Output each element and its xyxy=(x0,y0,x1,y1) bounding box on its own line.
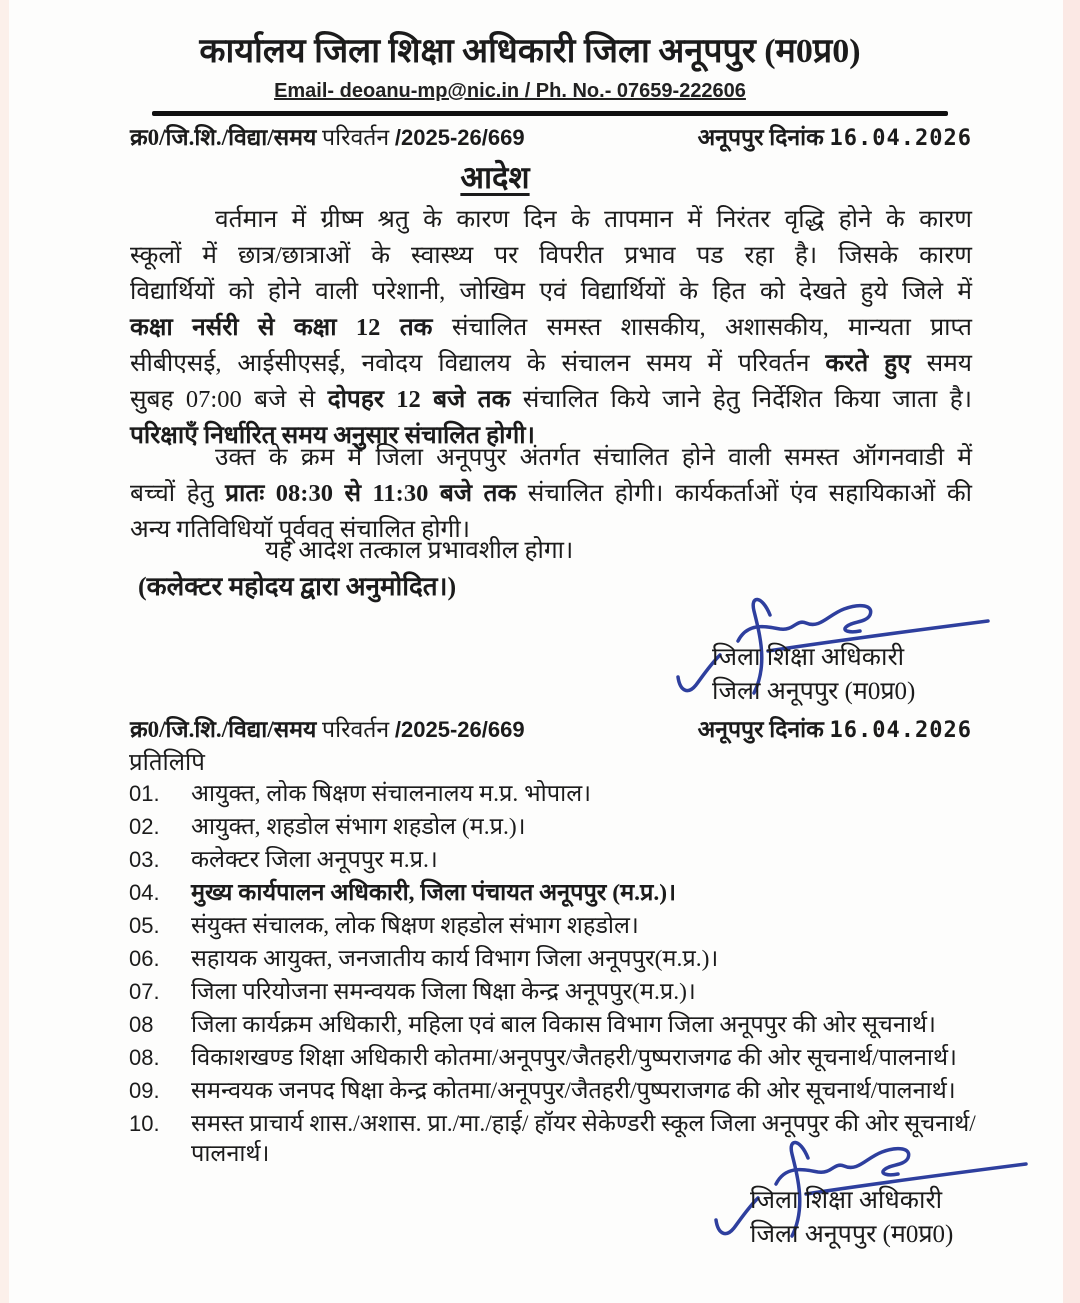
body-text-segment: सीबीएसई, आईसीएसई, नवोदय विद्यालय के संचालन समय में परिवर्तन xyxy=(130,350,826,377)
body-text-segment: उक्त के क्रम में जिला अनूपपुर अंतर्गत संचालित होने वाली समस्त ऑगनवाडी में xyxy=(215,444,972,471)
body-text-segment: अन्य गतिविधियॉ पूर्ववत संचालित होगी। xyxy=(130,516,470,543)
body-line xyxy=(130,382,972,418)
copy-item-text: कलेक्टर जिला अनूपपुर म.प्र.। xyxy=(191,847,438,873)
reference-line-top xyxy=(130,120,972,152)
body-text-segment: दोपहर 12 बजे तक xyxy=(327,386,511,413)
copy-item-number: 05. xyxy=(129,913,160,938)
copy-item-text: जिला कार्यक्रम अधिकारी, महिला एवं बाल विकास विभाग जिला अनूपपुर की ओर सूचनार्थ। xyxy=(191,1012,936,1038)
signatory-text xyxy=(712,641,915,709)
copy-item-number: 06. xyxy=(129,946,160,971)
signatory-office: जिला अनूपपुर (म0प्र0) xyxy=(750,1221,954,1248)
reference-number: क्र0/जि.शि./विद्या/समय परिवर्तन /2025-26/669 xyxy=(130,125,525,150)
signature-block-top xyxy=(650,585,1010,775)
body-text-segment: कक्षा नर्सरी से कक्षा 12 तक xyxy=(130,314,433,341)
body-text-segment: समय xyxy=(910,350,972,377)
copy-item-number: 07. xyxy=(129,979,160,1004)
body-line xyxy=(130,476,972,512)
copy-item-number: 08. xyxy=(129,1045,160,1070)
body-text-segment: सुबह 07:00 बजे से xyxy=(130,386,328,413)
copy-item-number: 01. xyxy=(129,781,160,806)
copy-list-item xyxy=(129,845,977,875)
copy-list-item xyxy=(129,1043,977,1073)
body-text-segment: बच्चों हेतु xyxy=(130,480,226,507)
order-heading: आदेश xyxy=(460,160,530,195)
body-line xyxy=(130,440,972,476)
reference-line-bottom xyxy=(130,712,972,744)
effective-immediately-line: यह आदेश तत्काल प्रभावशील होगा। xyxy=(265,537,574,564)
copy-item-text: संयुक्त संचालक, लोक षिक्षण शहडोल संभाग शहडोल। xyxy=(191,913,639,939)
copy-distribution-list xyxy=(129,779,977,1172)
scan-edge-right xyxy=(1063,0,1080,1303)
copy-item-text: जिला परियोजना समन्वयक जिला षिक्षा केन्द्र अनूपपुर(म.प्र.)। xyxy=(191,979,696,1005)
copy-item-text: समस्त प्राचार्य शास./अशास. प्रा./मा./हाई/ हॉयर सेकेण्डरी स्कूल जिला अनूपपुर की ओर सूचनार्थ/ पालनार्थ। xyxy=(191,1111,976,1167)
body-line xyxy=(130,202,972,238)
body-text-segment: संचालित किये जाने हेतु निर्देशित किया जाता है। xyxy=(510,386,973,413)
order-body-paragraph-2 xyxy=(130,440,972,548)
body-text-segment: संचालित समस्त शासकीय, अशासकीय, मान्यता प्राप्त xyxy=(432,314,972,341)
signatory-office: जिला अनूपपुर (म0प्र0) xyxy=(712,678,916,705)
order-body-paragraph-1 xyxy=(130,202,972,454)
copy-list-item xyxy=(129,779,977,809)
office-title: कार्यालय जिला शिक्षा अधिकारी जिला अनूपपुर (म0प्र0) xyxy=(199,33,861,70)
copy-item-number: 09. xyxy=(129,1078,160,1103)
copy-item-text: सहायक आयुक्त, जनजातीय कार्य विभाग जिला अनूपपुर(म.प्र.)। xyxy=(191,946,719,972)
copy-item-text: समन्वयक जनपद षिक्षा केन्द्र कोतमा/अनूपपुर/जैतहरी/पुष्पराजगढ की ओर सूचनार्थ/पालनार्थ। xyxy=(191,1078,956,1104)
body-text-segment: प्रातः 08:30 से 11:30 बजे तक xyxy=(225,480,517,507)
copy-item-number: 03. xyxy=(129,847,160,872)
copy-list-item xyxy=(129,1010,977,1040)
signatory-designation: जिला शिक्षा अधिकारी xyxy=(712,644,905,671)
body-text-segment: स्कूलों में छात्र/छात्राओं के स्वास्थ्य पर विपरीत प्रभाव पड रहा है। जिसके कारण xyxy=(130,242,972,269)
body-text-segment: वर्तमान में ग्रीष्म श्रतु के कारण दिन के तापमान में निरंतर वृद्धि होने के कारण xyxy=(215,206,972,233)
copy-item-number: 04. xyxy=(129,880,160,905)
copy-item-number: 10. xyxy=(129,1111,160,1136)
copy-to-heading: प्रतिलिपि xyxy=(129,750,205,776)
body-line xyxy=(130,274,972,310)
collector-approval-line: (कलेक्टर महोदय द्वारा अनुमोदित।) xyxy=(138,572,457,601)
copy-list-item xyxy=(129,911,977,941)
body-line xyxy=(130,238,972,274)
body-text-segment: करते हुए xyxy=(825,350,911,377)
header-divider xyxy=(152,111,948,116)
place-and-date: अनूपपुर दिनांक 16.04.2026 xyxy=(697,125,972,151)
body-line xyxy=(130,346,972,382)
copy-item-text: मुख्य कार्यपालन अधिकारी, जिला पंचायत अनूपपुर (म.प्र.)। xyxy=(191,880,677,906)
date-value: 16.04.2026 xyxy=(829,126,972,151)
copy-list-item xyxy=(129,878,977,908)
signatory-text xyxy=(750,1184,953,1252)
signatory-designation: जिला शिक्षा अधिकारी xyxy=(750,1187,943,1214)
copy-item-number: 08 xyxy=(129,1012,154,1037)
copy-list-item xyxy=(129,977,977,1007)
copy-item-text: विकाशखण्ड शिक्षा अधिकारी कोतमा/अनूपपुर/जैतहरी/पुष्पराजगढ की ओर सूचनार्थ/पालनार्थ। xyxy=(191,1045,957,1071)
signature-block-bottom xyxy=(688,1128,1048,1303)
copy-item-text: आयुक्त, शहडोल संभाग शहडोल (म.प्र.)। xyxy=(191,814,526,840)
copy-list-item xyxy=(129,812,977,842)
place-and-date: अनूपपुर दिनांक 16.04.2026 xyxy=(697,717,972,743)
body-text-segment: संचालित होगी। कार्यकर्ताओं एंव सहायिकाओं की xyxy=(516,480,972,507)
copy-list-item xyxy=(129,1076,977,1106)
body-text-segment: परिक्षाएँ निर्धारित समय अनुसार संचालित होगी। xyxy=(130,422,535,449)
copy-item-text: आयुक्त, लोक षिक्षण संचालनालय म.प्र. भोपाल। xyxy=(191,781,592,807)
contact-line: Email- deoanu-mp@nic.in / Ph. No.- 07659-222606 xyxy=(274,80,746,102)
body-line xyxy=(130,310,972,346)
copy-item-number: 02. xyxy=(129,814,160,839)
copy-list-item xyxy=(129,944,977,974)
reference-number: क्र0/जि.शि./विद्या/समय परिवर्तन /2025-26/669 xyxy=(130,717,525,742)
date-value: 16.04.2026 xyxy=(829,718,972,743)
body-text-segment: विद्यार्थियों को होने वाली परेशानी, जोखिम एवं विद्यार्थियों के हित को देखते हुये जिले में xyxy=(130,278,972,305)
